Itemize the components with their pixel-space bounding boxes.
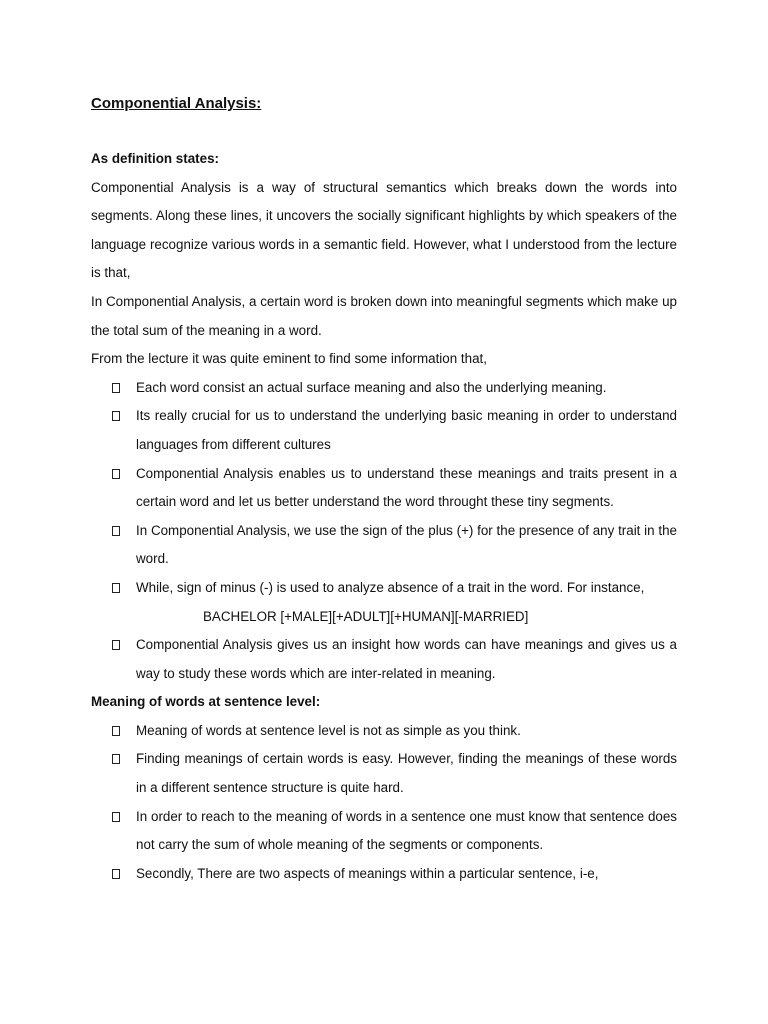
list-item	[91, 574, 677, 631]
list-item-text: Componential Analysis enables us to understand these meanings and traits present in a certain word and let us better understand the word throught these tiny segments.	[136, 465, 677, 510]
list-item	[91, 402, 677, 459]
list-item	[91, 374, 677, 403]
square-bullet-icon	[112, 754, 120, 764]
square-bullet-icon	[112, 726, 120, 736]
square-bullet-icon	[112, 469, 120, 479]
intro-paragraph: In Componential Analysis, a certain word is broken down into meaningful segments which make up the total sum of the meaning in a word.	[91, 293, 677, 338]
list-item-text: In Componential Analysis, we use the sign of the plus (+) for the presence of any trait in the word.	[136, 522, 677, 567]
list-item-text: Componential Analysis gives us an insight how words can have meanings and gives us a way to study these words which are inter-related in meaning.	[136, 637, 677, 681]
square-bullet-icon	[112, 526, 120, 536]
example-formula: BACHELOR [+MALE][+ADULT][+HUMAN][-MARRIED]	[203, 608, 529, 624]
intro-paragraph: From the lecture it was quite eminent to find some information that,	[91, 351, 487, 367]
list-item	[91, 460, 677, 517]
intro-paragraph: Componential Analysis is a way of structural semantics which breaks down the words into segments. Along these lines, it uncovers the socially significant highlights by which speakers of the language recognize various words in a semantic field. However, what I understood from the lecture is that,	[91, 179, 677, 281]
square-bullet-icon	[112, 411, 120, 421]
list-item-text: In order to reach to the meaning of words in a sentence one must know that sentence does not carry the sum of whole meaning of the segments or components.	[136, 808, 677, 853]
list-item-text: While, sign of minus (-) is used to analyze absence of a trait in the word. For instance,	[136, 579, 645, 595]
list-item-text: Each word consist an actual surface meaning and also the underlying meaning.	[136, 379, 607, 395]
sentence-points-list	[91, 717, 677, 889]
document-title: Componential Analysis:	[91, 95, 262, 112]
square-bullet-icon	[112, 383, 120, 393]
square-bullet-icon	[112, 640, 120, 650]
list-item-text: Its really crucial for us to understand the underlying basic meaning in order to understand languages from different cultures	[136, 408, 677, 452]
list-item-text: Finding meanings of certain words is easy. However, finding the meanings of these words in a different sentence structure is quite hard.	[136, 751, 677, 796]
list-item	[91, 717, 677, 746]
lecture-points-list	[91, 374, 677, 689]
square-bullet-icon	[112, 812, 120, 822]
list-item	[91, 860, 677, 889]
title-spacer	[91, 129, 677, 145]
list-item	[91, 517, 677, 574]
list-item-text: Meaning of words at sentence level is not as simple as you think.	[136, 722, 521, 738]
sentence-level-heading: Meaning of words at sentence level:	[91, 694, 321, 710]
list-item-text: Secondly, There are two aspects of meanings within a particular sentence, i-e,	[136, 865, 599, 881]
list-item	[91, 803, 677, 860]
list-item	[91, 631, 677, 688]
list-item	[91, 745, 677, 802]
square-bullet-icon	[112, 583, 120, 593]
square-bullet-icon	[112, 869, 120, 879]
definition-heading: As definition states:	[91, 151, 219, 166]
document-page	[91, 93, 677, 888]
